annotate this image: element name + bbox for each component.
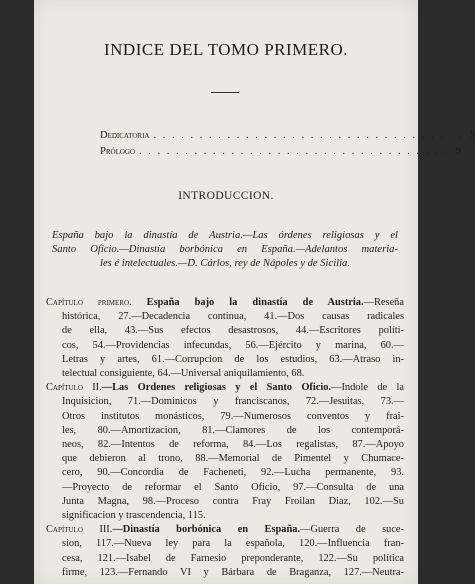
book-page <box>34 0 475 584</box>
summary-line: Santo Oficio.—Dinastía borbónica en España.—Adelantos materia- <box>52 244 398 255</box>
chapter-line: cesa, 121.—Isabel de Farnesio preponderante, 122.—Su política <box>62 552 404 564</box>
section-title: INTRODUCCION. <box>178 190 274 202</box>
toc-label: Dedicatoria <box>100 130 150 141</box>
chapter-list <box>46 296 404 580</box>
summary-line: España bajo la dinastía de Austria.—Las órdenes religiosas y el <box>52 230 398 241</box>
chapter-line: les, 80.—Amortizacion, 81.—Clamores de los contemporá- <box>62 424 404 436</box>
chapter-heading: España bajo la dinastía de Austria. <box>146 297 364 308</box>
chapter-heading: —Las Ordenes religiosas y el Santo Oficio. <box>101 382 332 394</box>
chapter-line: firme, 123.—Fernando VI y Bárbara de Braganza, 127.—Neutra- <box>62 566 404 578</box>
chapter-line: sion, 117.—Nueva ley para la española, 120.—Influencia fran- <box>62 538 404 550</box>
chapter-heading-line <box>46 523 404 537</box>
chapter-line: Otros institutos monásticos, 79.—Numerosos conventos y frai- <box>62 410 404 422</box>
title-divider <box>211 92 239 93</box>
chapter-text: —Indole de la <box>331 382 404 394</box>
chapter-heading-line <box>46 381 404 395</box>
chapter-line: histórica, 27.—Decadencia continua, 41.—Dos causas radicales <box>62 311 404 323</box>
toc-leader: . . . . . . . . . . . . . . . . . . . . . . . . . . . . . . . . . . <box>139 146 449 157</box>
chapter-text: —Reseña <box>363 297 404 308</box>
toc-label: Prólogo <box>100 146 136 157</box>
toc-page: 9 <box>455 146 461 157</box>
chapter-line: cero, 90.—Concordia de Facheneti, 92.—Lucha permanente, 93. <box>62 467 404 479</box>
chapter-line: significacion y trascendencia, 115. <box>62 510 206 522</box>
summary-line: les é intelectuales.—D. Cárlos, rey de Nápoles y de Sicilia. <box>100 258 350 269</box>
chapter-line: de ella, 43.—Sus efectos desastrosos, 44.—Escritores políti- <box>62 325 404 337</box>
toc-entry-dedicatoria <box>100 130 475 141</box>
chapter-heading: —Dinastía borbónica en España. <box>112 524 301 536</box>
chapter-heading-line <box>46 296 404 310</box>
chapter-line: cos, 54.—Providencias infecundas, 56.—Ejército y marina, 60.— <box>62 339 404 351</box>
chapter-text: —Guerra de suce- <box>300 524 405 536</box>
chapter-line: que debieron al trono, 88.—Memorial de Pimentel y Chumace- <box>62 453 404 465</box>
chapter-line: Junta Magna, 98.—Proceso contra Fray Froilan Diaz, 102.—Su <box>62 495 404 507</box>
chapter-number: Capítulo II. <box>46 382 102 394</box>
toc-entry-prologo <box>100 146 461 157</box>
introduction-summary <box>52 229 398 271</box>
chapter-number: Capítulo primero. <box>46 297 132 308</box>
chapter-line: Inquisicion, 71.—Dominicos y franciscanos, 72.—Jesuitas, 73.— <box>62 396 404 408</box>
chapter-number: Capítulo III. <box>46 524 113 536</box>
toc-page: 5 <box>470 130 475 141</box>
page-title: INDICE DEL TOMO PRIMERO. <box>103 40 349 59</box>
chapter-line: telectual consiguiente, 64.—Universal aniquilamiento, 68. <box>62 368 305 380</box>
chapter-line: Letras y artes, 61.—Corrupcion de los estudios, 63.—Atraso in- <box>62 353 404 365</box>
toc-leader: . . . . . . . . . . . . . . . . . . . . . . . . . . . . . . . . . . <box>153 130 464 141</box>
chapter-line: —Proyecto de reformar el Santo Oficio, 97.—Consulta de una <box>62 481 404 493</box>
chapter-line: neos, 82.—Intentos de reforma, 84.—Los regalistas, 87.—Apoyo <box>62 439 404 451</box>
